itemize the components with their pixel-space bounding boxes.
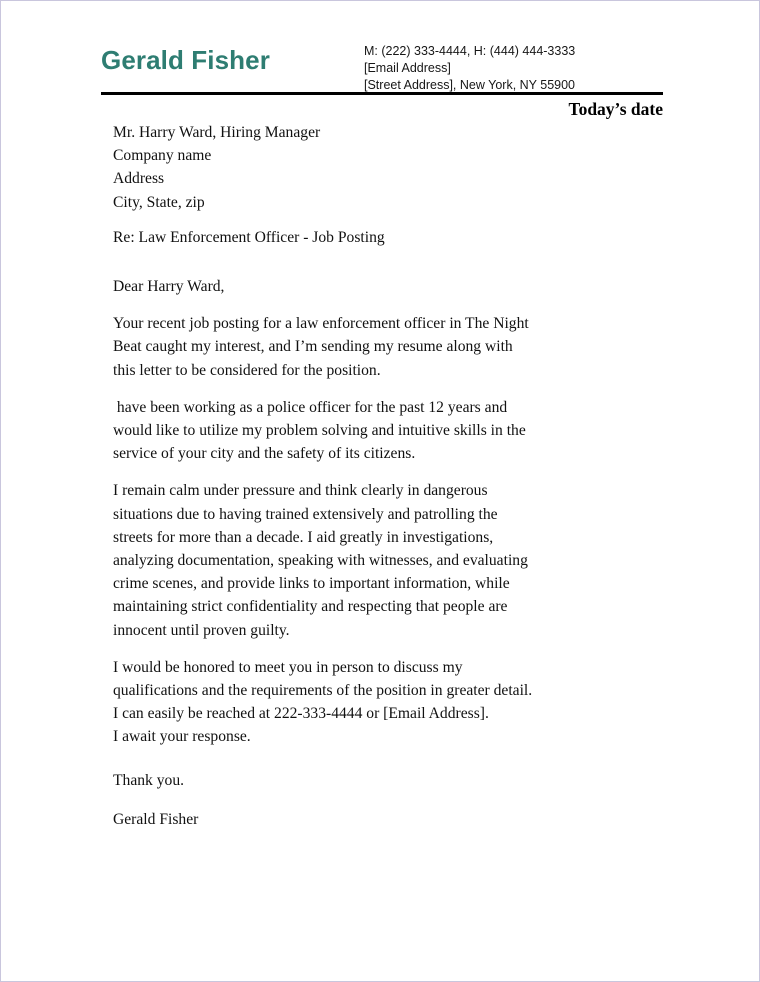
paragraph-line: qualifications and the requirements of the position in greater detail.	[113, 682, 533, 700]
recipient-address-block	[113, 121, 661, 214]
paragraph-line: this letter to be considered for the position.	[113, 361, 381, 379]
paragraph-line: service of your city and the safety of its citizens.	[113, 445, 416, 463]
paragraph-experience	[113, 396, 661, 466]
signature-name: Gerald Fisher	[113, 810, 199, 828]
paragraph-line: I await your response.	[113, 728, 251, 746]
contact-block	[364, 41, 663, 95]
letterhead	[101, 41, 663, 95]
salutation: Dear Harry Ward,	[113, 278, 225, 296]
closing-thanks: Thank you.	[113, 771, 185, 789]
recipient-line-city-state-zip: City, State, zip	[113, 193, 205, 211]
paragraph-line: situations due to having trained extensively and patrolling the	[113, 505, 498, 523]
paragraph-line: innocent until proven guilty.	[113, 621, 290, 639]
paragraph-line: analyzing documentation, speaking with witnesses, and evaluating	[113, 552, 528, 570]
contact-phone-line: M: (222) 333-4444, H: (444) 444-3333	[364, 44, 576, 58]
paragraph-line: have been working as a police officer for the past 12 years and	[113, 398, 508, 416]
letter-date: Today’s date	[568, 99, 663, 119]
recipient-line-address: Address	[113, 170, 165, 188]
paragraph-skills	[113, 479, 661, 641]
contact-email-line: [Email Address]	[364, 61, 451, 76]
paragraph-intro	[113, 312, 661, 382]
recipient-line-name: Mr. Harry Ward, Hiring Manager	[113, 124, 321, 141]
paragraph-line: maintaining strict confidentiality and respecting that people are	[113, 598, 508, 616]
paragraph-line: Beat caught my interest, and I’m sending my resume along with	[113, 338, 513, 356]
subject-line: Re: Law Enforcement Officer - Job Posting	[113, 228, 385, 246]
paragraph-line: I can easily be reached at 222-333-4444 or [Email Address].	[113, 705, 489, 723]
paragraph-line: I remain calm under pressure and think clearly in dangerous	[113, 482, 488, 500]
paragraph-line: crime scenes, and provide links to important information, while	[113, 575, 510, 593]
paragraph-call-to-action	[113, 656, 661, 749]
contact-address-line: [Street Address], New York, NY 55900	[364, 78, 576, 93]
recipient-line-company: Company name	[113, 147, 212, 165]
sender-name: Gerald Fisher	[101, 45, 270, 75]
paragraph-line: I would be honored to meet you in person to discuss my	[113, 658, 463, 676]
paragraph-line: streets for more than a decade. I aid greatly in investigations,	[113, 528, 494, 546]
paragraph-line: Your recent job posting for a law enforcement officer in The Night	[113, 315, 529, 333]
letter-body	[113, 121, 661, 831]
paragraph-line: would like to utilize my problem solving and intuitive skills in the	[113, 422, 526, 440]
header-divider-rule	[101, 92, 663, 95]
